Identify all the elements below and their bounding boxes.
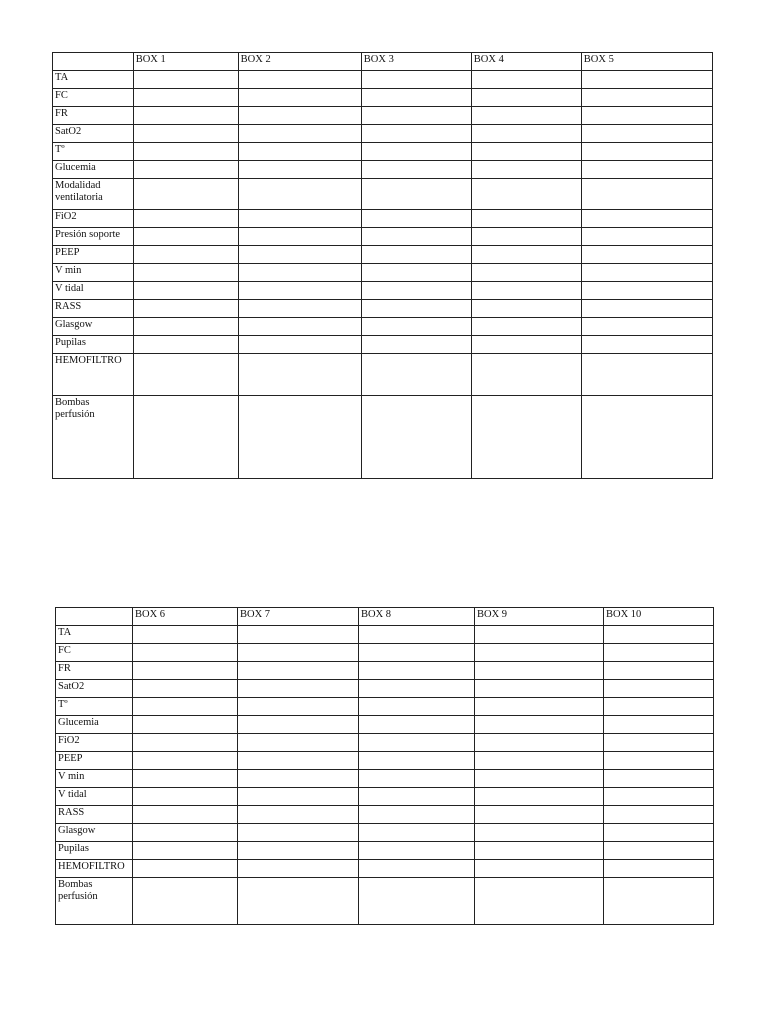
entry-cell[interactable]: [238, 626, 359, 644]
row-label: FiO2: [53, 210, 134, 228]
entry-cell[interactable]: [475, 788, 604, 806]
column-header: BOX 9: [475, 608, 604, 626]
entry-cell[interactable]: [581, 282, 712, 300]
entry-cell[interactable]: [581, 318, 712, 336]
table-row: [53, 282, 713, 300]
row-label: SatO2: [53, 125, 134, 143]
entry-cell[interactable]: [581, 228, 712, 246]
table-row: [56, 698, 714, 716]
entry-cell[interactable]: [581, 89, 712, 107]
entry-cell[interactable]: [604, 788, 714, 806]
entry-cell[interactable]: [604, 878, 714, 925]
entry-cell[interactable]: [238, 860, 359, 878]
entry-cell[interactable]: [133, 644, 238, 662]
entry-cell[interactable]: [581, 143, 712, 161]
entry-cell[interactable]: [361, 336, 471, 354]
entry-cell[interactable]: [359, 878, 475, 925]
entry-cell[interactable]: [359, 734, 475, 752]
entry-cell[interactable]: [238, 89, 361, 107]
entry-cell[interactable]: [604, 770, 714, 788]
table-row: [53, 125, 713, 143]
table-row: [53, 336, 713, 354]
entry-cell[interactable]: [471, 336, 581, 354]
table-row: [53, 143, 713, 161]
entry-cell[interactable]: [471, 246, 581, 264]
entry-cell[interactable]: [361, 396, 471, 479]
entry-cell[interactable]: [471, 318, 581, 336]
table-row: [53, 354, 713, 396]
table-row: [56, 626, 714, 644]
row-label: Modalidad ventilatoria: [53, 179, 134, 210]
entry-cell[interactable]: [133, 300, 238, 318]
entry-cell[interactable]: [133, 246, 238, 264]
row-label: TA: [56, 626, 133, 644]
entry-cell[interactable]: [133, 842, 238, 860]
row-label: Glasgow: [53, 318, 134, 336]
table-row: [53, 396, 713, 479]
row-label: RASS: [53, 300, 134, 318]
entry-cell[interactable]: [581, 71, 712, 89]
entry-cell[interactable]: [604, 734, 714, 752]
entry-cell[interactable]: [361, 161, 471, 179]
monitoring-table-boxes-6-10: [55, 607, 714, 925]
entry-cell[interactable]: [475, 824, 604, 842]
entry-cell[interactable]: [581, 107, 712, 125]
column-header: BOX 5: [581, 53, 712, 71]
entry-cell[interactable]: [238, 246, 361, 264]
entry-cell[interactable]: [133, 228, 238, 246]
entry-cell[interactable]: [581, 179, 712, 210]
table-row: [53, 107, 713, 125]
entry-cell[interactable]: [359, 788, 475, 806]
entry-cell[interactable]: [604, 842, 714, 860]
table-row: [53, 210, 713, 228]
entry-cell[interactable]: [471, 264, 581, 282]
entry-cell[interactable]: [471, 71, 581, 89]
entry-cell[interactable]: [238, 210, 361, 228]
entry-cell[interactable]: [359, 716, 475, 734]
corner-cell: [56, 608, 133, 626]
entry-cell[interactable]: [133, 179, 238, 210]
row-label: Bombas perfusión: [56, 878, 133, 925]
entry-cell[interactable]: [133, 282, 238, 300]
column-header: BOX 7: [238, 608, 359, 626]
entry-cell[interactable]: [133, 71, 238, 89]
entry-cell[interactable]: [604, 644, 714, 662]
entry-cell[interactable]: [238, 143, 361, 161]
entry-cell[interactable]: [133, 662, 238, 680]
entry-cell[interactable]: [475, 734, 604, 752]
entry-cell[interactable]: [361, 210, 471, 228]
entry-cell[interactable]: [361, 246, 471, 264]
entry-cell[interactable]: [581, 210, 712, 228]
row-label: Tº: [53, 143, 134, 161]
entry-cell[interactable]: [361, 264, 471, 282]
entry-cell[interactable]: [359, 644, 475, 662]
entry-cell[interactable]: [361, 179, 471, 210]
table-row: [53, 246, 713, 264]
row-label: Pupilas: [53, 336, 134, 354]
row-label: Tº: [56, 698, 133, 716]
entry-cell[interactable]: [133, 264, 238, 282]
table-row: [56, 860, 714, 878]
entry-cell[interactable]: [133, 860, 238, 878]
row-label: Glucemia: [53, 161, 134, 179]
row-label: HEMOFILTRO: [56, 860, 133, 878]
entry-cell[interactable]: [238, 125, 361, 143]
row-label: TA: [53, 71, 134, 89]
entry-cell[interactable]: [471, 228, 581, 246]
entry-cell[interactable]: [604, 806, 714, 824]
entry-cell[interactable]: [475, 842, 604, 860]
entry-cell[interactable]: [361, 282, 471, 300]
entry-cell[interactable]: [238, 752, 359, 770]
entry-cell[interactable]: [133, 824, 238, 842]
entry-cell[interactable]: [604, 860, 714, 878]
entry-cell[interactable]: [604, 752, 714, 770]
row-label: V tidal: [53, 282, 134, 300]
entry-cell[interactable]: [133, 770, 238, 788]
entry-cell[interactable]: [133, 716, 238, 734]
entry-cell[interactable]: [361, 354, 471, 396]
entry-cell[interactable]: [581, 300, 712, 318]
entry-cell[interactable]: [475, 644, 604, 662]
row-label: FC: [56, 644, 133, 662]
entry-cell[interactable]: [359, 770, 475, 788]
entry-cell[interactable]: [238, 878, 359, 925]
entry-cell[interactable]: [238, 107, 361, 125]
column-header: BOX 3: [361, 53, 471, 71]
row-label: FiO2: [56, 734, 133, 752]
table-row: [53, 179, 713, 210]
row-label: V min: [53, 264, 134, 282]
entry-cell[interactable]: [238, 644, 359, 662]
entry-cell[interactable]: [471, 354, 581, 396]
table-row: [56, 842, 714, 860]
entry-cell[interactable]: [238, 716, 359, 734]
entry-cell[interactable]: [133, 125, 238, 143]
entry-cell[interactable]: [471, 300, 581, 318]
entry-cell[interactable]: [475, 662, 604, 680]
table-row: [56, 734, 714, 752]
entry-cell[interactable]: [238, 300, 361, 318]
entry-cell[interactable]: [471, 125, 581, 143]
table-row: [56, 770, 714, 788]
entry-cell[interactable]: [471, 89, 581, 107]
entry-cell[interactable]: [471, 107, 581, 125]
entry-cell[interactable]: [471, 143, 581, 161]
entry-cell[interactable]: [133, 336, 238, 354]
row-label: V min: [56, 770, 133, 788]
entry-cell[interactable]: [133, 626, 238, 644]
entry-cell[interactable]: [133, 698, 238, 716]
entry-cell[interactable]: [133, 161, 238, 179]
entry-cell[interactable]: [471, 179, 581, 210]
entry-cell[interactable]: [238, 179, 361, 210]
entry-cell[interactable]: [359, 824, 475, 842]
entry-cell[interactable]: [238, 71, 361, 89]
monitoring-table-boxes-1-5: [52, 52, 713, 479]
entry-cell[interactable]: [581, 161, 712, 179]
entry-cell[interactable]: [359, 860, 475, 878]
entry-cell[interactable]: [133, 752, 238, 770]
header-row: [53, 53, 713, 71]
entry-cell[interactable]: [238, 161, 361, 179]
entry-cell[interactable]: [359, 842, 475, 860]
entry-cell[interactable]: [359, 752, 475, 770]
entry-cell[interactable]: [238, 824, 359, 842]
entry-cell[interactable]: [604, 698, 714, 716]
entry-cell[interactable]: [133, 396, 238, 479]
entry-cell[interactable]: [238, 228, 361, 246]
column-header: BOX 8: [359, 608, 475, 626]
table-row: [53, 89, 713, 107]
table-row: [53, 228, 713, 246]
entry-cell[interactable]: [238, 264, 361, 282]
entry-cell[interactable]: [238, 396, 361, 479]
entry-cell[interactable]: [133, 143, 238, 161]
entry-cell[interactable]: [238, 336, 361, 354]
entry-cell[interactable]: [359, 698, 475, 716]
row-label: Presión soporte: [53, 228, 134, 246]
entry-cell[interactable]: [581, 354, 712, 396]
entry-cell[interactable]: [359, 626, 475, 644]
column-header: BOX 6: [133, 608, 238, 626]
column-header: BOX 10: [604, 608, 714, 626]
entry-cell[interactable]: [133, 878, 238, 925]
table-row: [53, 318, 713, 336]
entry-cell[interactable]: [238, 788, 359, 806]
entry-cell[interactable]: [133, 318, 238, 336]
table-row: [56, 752, 714, 770]
table-row: [56, 716, 714, 734]
entry-cell[interactable]: [604, 824, 714, 842]
entry-cell[interactable]: [133, 210, 238, 228]
table-row: [56, 644, 714, 662]
row-label: Bombas perfusión: [53, 396, 134, 479]
entry-cell[interactable]: [581, 246, 712, 264]
entry-cell[interactable]: [475, 626, 604, 644]
row-label: PEEP: [56, 752, 133, 770]
row-label: PEEP: [53, 246, 134, 264]
entry-cell[interactable]: [604, 716, 714, 734]
entry-cell[interactable]: [475, 752, 604, 770]
entry-cell[interactable]: [361, 89, 471, 107]
entry-cell[interactable]: [475, 806, 604, 824]
entry-cell[interactable]: [133, 734, 238, 752]
column-header: BOX 4: [471, 53, 581, 71]
entry-cell[interactable]: [238, 282, 361, 300]
table-row: [56, 878, 714, 925]
row-label: Glucemia: [56, 716, 133, 734]
entry-cell[interactable]: [604, 680, 714, 698]
row-label: Pupilas: [56, 842, 133, 860]
entry-cell[interactable]: [471, 161, 581, 179]
entry-cell[interactable]: [361, 125, 471, 143]
entry-cell[interactable]: [238, 734, 359, 752]
entry-cell[interactable]: [238, 698, 359, 716]
entry-cell[interactable]: [361, 318, 471, 336]
entry-cell[interactable]: [359, 662, 475, 680]
row-label: FR: [53, 107, 134, 125]
corner-cell: [53, 53, 134, 71]
entry-cell[interactable]: [475, 770, 604, 788]
entry-cell[interactable]: [475, 680, 604, 698]
row-label: SatO2: [56, 680, 133, 698]
entry-cell[interactable]: [361, 107, 471, 125]
entry-cell[interactable]: [359, 806, 475, 824]
entry-cell[interactable]: [361, 300, 471, 318]
entry-cell[interactable]: [238, 318, 361, 336]
entry-cell[interactable]: [361, 71, 471, 89]
entry-cell[interactable]: [238, 680, 359, 698]
entry-cell[interactable]: [475, 878, 604, 925]
table-row: [56, 662, 714, 680]
entry-cell[interactable]: [581, 125, 712, 143]
table-row: [56, 680, 714, 698]
row-label: V tidal: [56, 788, 133, 806]
entry-cell[interactable]: [604, 626, 714, 644]
entry-cell[interactable]: [471, 210, 581, 228]
entry-cell[interactable]: [238, 354, 361, 396]
column-header: BOX 2: [238, 53, 361, 71]
table-row: [53, 71, 713, 89]
entry-cell[interactable]: [133, 788, 238, 806]
row-label: RASS: [56, 806, 133, 824]
row-label: FR: [56, 662, 133, 680]
entry-cell[interactable]: [581, 336, 712, 354]
entry-cell[interactable]: [581, 396, 712, 479]
table-row: [53, 264, 713, 282]
entry-cell[interactable]: [238, 662, 359, 680]
table-row: [56, 806, 714, 824]
entry-cell[interactable]: [133, 89, 238, 107]
entry-cell[interactable]: [604, 662, 714, 680]
entry-cell[interactable]: [475, 860, 604, 878]
row-label: HEMOFILTRO: [53, 354, 134, 396]
entry-cell[interactable]: [581, 264, 712, 282]
entry-cell[interactable]: [471, 282, 581, 300]
entry-cell[interactable]: [133, 680, 238, 698]
table-row: [56, 788, 714, 806]
column-header: BOX 1: [133, 53, 238, 71]
entry-cell[interactable]: [133, 806, 238, 824]
entry-cell[interactable]: [238, 842, 359, 860]
table-row: [53, 161, 713, 179]
table-row: [56, 824, 714, 842]
entry-cell[interactable]: [361, 228, 471, 246]
entry-cell[interactable]: [133, 354, 238, 396]
entry-cell[interactable]: [361, 143, 471, 161]
entry-cell[interactable]: [359, 680, 475, 698]
entry-cell[interactable]: [238, 806, 359, 824]
row-label: FC: [53, 89, 134, 107]
entry-cell[interactable]: [475, 698, 604, 716]
table-row: [53, 300, 713, 318]
entry-cell[interactable]: [471, 396, 581, 479]
entry-cell[interactable]: [133, 107, 238, 125]
entry-cell[interactable]: [238, 770, 359, 788]
header-row: [56, 608, 714, 626]
row-label: Glasgow: [56, 824, 133, 842]
entry-cell[interactable]: [475, 716, 604, 734]
